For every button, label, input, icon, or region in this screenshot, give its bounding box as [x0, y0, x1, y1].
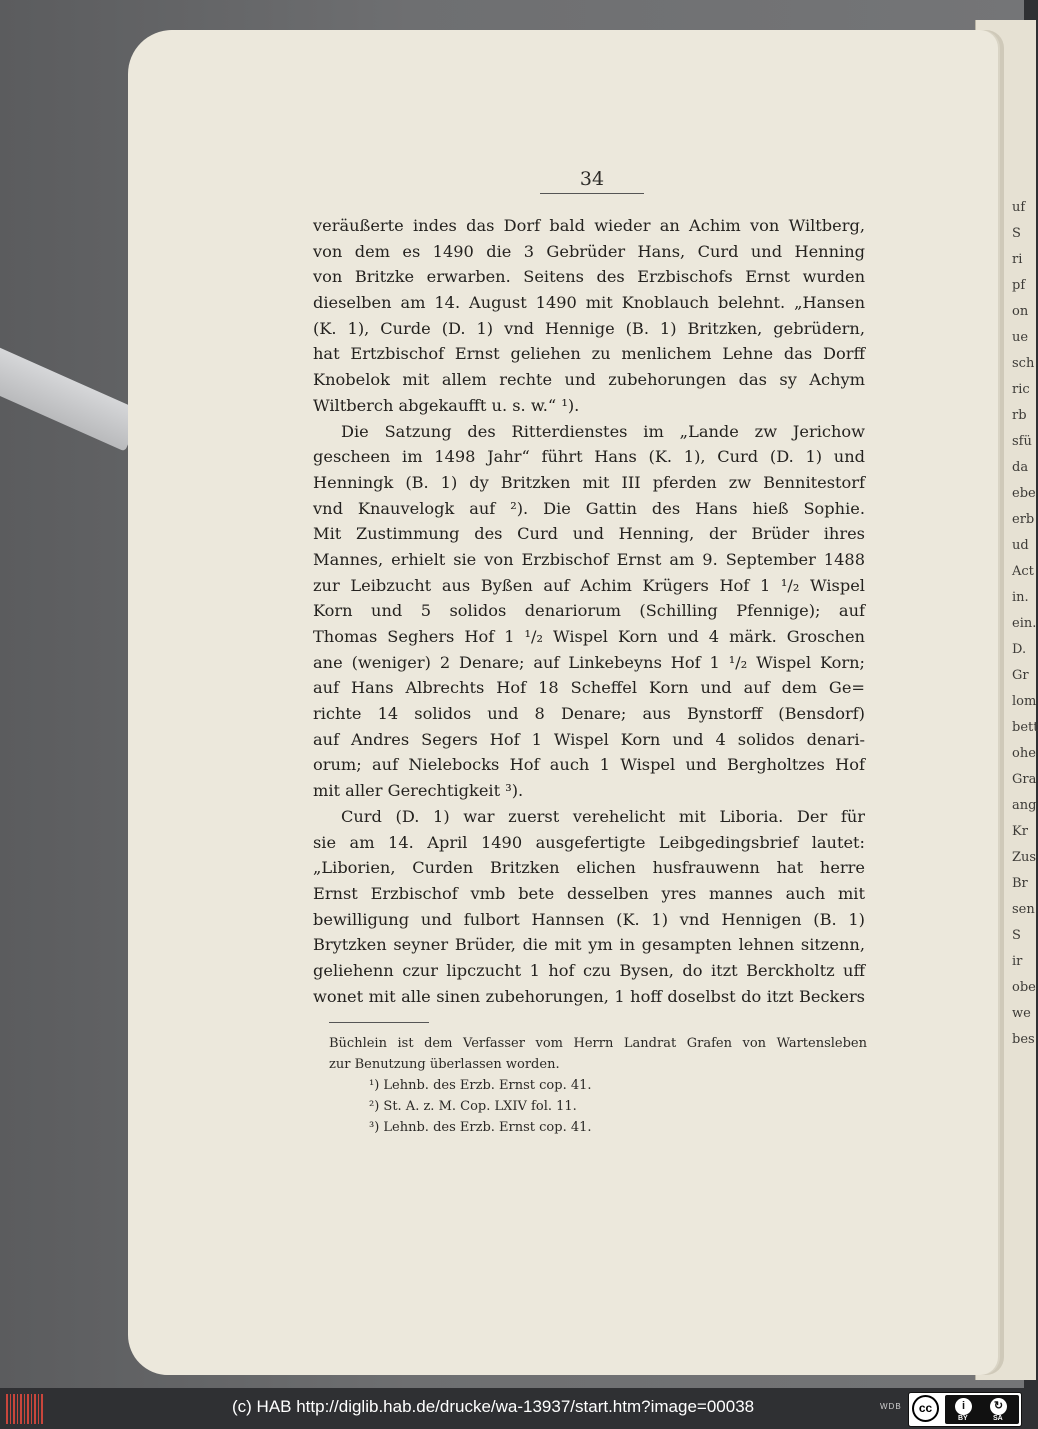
page-number-rule	[540, 193, 644, 194]
adjacent-fragment: ohe	[1012, 746, 1036, 761]
adjacent-fragment: ue	[1012, 330, 1029, 345]
footnote: ³) Lehnb. des Erzb. Ernst cop. 41.	[369, 1120, 592, 1135]
adjacent-fragment: ebe	[1012, 486, 1036, 501]
cc-icon: cc	[912, 1395, 939, 1422]
adjacent-fragment: uf	[1012, 200, 1026, 215]
text-line: mit aller Gerechtigkeit ³).	[313, 781, 524, 801]
adjacent-fragment: pf	[1012, 278, 1026, 293]
adjacent-fragment: Zus	[1012, 850, 1037, 865]
text-line: Ernst Erzbischof vmb bete desselben yres mannes auch mit	[313, 883, 865, 903]
text-line: richte 14 solidos und 8 Denare; aus Bynstorff (Bensdorf)	[313, 704, 865, 724]
text-line: Wiltberch abgekaufft u. s. w.“ ¹).	[313, 395, 580, 415]
adjacent-fragment: ir	[1012, 954, 1023, 969]
adjacent-fragment: Act	[1012, 564, 1034, 579]
text-line: von Britzke erwarben. Seitens des Erzbischofs Ernst wurden	[313, 267, 865, 287]
adjacent-fragment: S	[1012, 226, 1021, 241]
adjacent-fragment: da	[1012, 460, 1029, 475]
adjacent-fragment: ric	[1012, 382, 1030, 397]
bookmark-strip	[0, 330, 143, 452]
wdb-label: WDB	[880, 1402, 902, 1411]
copyright-link[interactable]: (c) HAB http://diglib.hab.de/drucke/wa-13937/start.htm?image=00038	[232, 1397, 755, 1416]
text-line: sie am 14. April 1490 ausgefertigte Leibgedingsbrief lautet:	[313, 832, 865, 852]
footnote: ¹) Lehnb. des Erzb. Ernst cop. 41.	[369, 1078, 592, 1093]
text-line: auf Andres Segers Hof 1 Wispel Korn und 4 solidos denari-	[313, 729, 865, 749]
adjacent-fragment: ein.	[1012, 616, 1037, 631]
adjacent-fragment: Gra	[1012, 772, 1037, 787]
adjacent-fragment: Br	[1012, 876, 1028, 891]
adjacent-fragment: in.	[1012, 590, 1029, 605]
share-alike-icon: ↻	[990, 1398, 1007, 1415]
text-line: Mannes, erhielt sie von Erzbischof Ernst am 9. September 1488	[313, 549, 865, 569]
adjacent-page-text	[1012, 195, 1038, 1053]
adjacent-fragment: bett	[1012, 720, 1038, 735]
adjacent-fragment: Gr	[1012, 668, 1029, 683]
adjacent-fragment: bes	[1012, 1032, 1035, 1047]
text-line: gescheen im 1498 Jahr“ führt Hans (K. 1), Curd (D. 1) und	[313, 447, 865, 467]
adjacent-fragment: lom	[1012, 694, 1037, 709]
adjacent-fragment: we	[1012, 1006, 1031, 1021]
text-line: dieselben am 14. August 1490 mit Knoblauch belehnt. „Hansen	[313, 293, 865, 313]
footnote: ²) St. A. z. M. Cop. LXIV fol. 11.	[369, 1099, 577, 1114]
text-line: bewilligung und fulbort Hannsen (K. 1) vnd Hennigen (B. 1)	[313, 909, 865, 929]
text-line: Knobelok mit allem rechte und zubehorungen das sy Achym	[313, 370, 865, 390]
sa-label: SA	[993, 1415, 1003, 1422]
library-logo-icon	[6, 1394, 44, 1424]
text-line: ane (weniger) 2 Denare; auf Linkebeyns Hof 1 ¹/₂ Wispel Korn;	[313, 652, 865, 672]
text-line: Henningk (B. 1) dy Britzken mit III pferden zw Bennitestorf	[313, 472, 865, 492]
note-line: Büchlein ist dem Verfasser vom Herrn Landrat Grafen von Wartensleben	[329, 1036, 867, 1051]
note-line: zur Benutzung überlassen worden.	[329, 1057, 560, 1072]
adjacent-fragment: ang	[1012, 798, 1037, 813]
text-line: zur Leibzucht aus Byßen auf Achim Krügers Hof 1 ¹/₂ Wispel	[313, 575, 865, 595]
text-line: Thomas Seghers Hof 1 ¹/₂ Wispel Korn und 4 märk. Groschen	[313, 627, 865, 646]
adjacent-fragment: rb	[1012, 408, 1027, 423]
adjacent-fragment: obe	[1012, 980, 1036, 995]
text-line: Brytzken seyner Brüder, die mit ym in gesampten lehnen sitzenn,	[313, 935, 865, 955]
text-line: Korn und 5 solidos denariorum (Schilling Pfennige); auf	[313, 601, 865, 621]
cc-badge-panel	[945, 1395, 1019, 1424]
footnotes	[329, 1033, 867, 1138]
cc-license-badge[interactable]	[908, 1392, 1022, 1427]
text-line: auf Hans Albrechts Hof 18 Scheffel Korn und auf dem Ge=	[313, 678, 865, 698]
text-line: vnd Knauvelogk auf ²). Die Gattin des Hans hieß Sophie.	[313, 498, 865, 518]
adjacent-fragment: ri	[1012, 252, 1023, 267]
attribution-icon: i	[955, 1398, 972, 1415]
viewer-footer	[0, 1388, 1024, 1429]
text-line: von dem es 1490 die 3 Gebrüder Hans, Curd und Henning	[313, 241, 865, 261]
text-line: Mit Zustimmung des Curd und Henning, der Brüder ihres	[313, 524, 865, 544]
text-line: Curd (D. 1) war zuerst verehelicht mit Liboria. Der für	[341, 806, 865, 826]
text-line: geliehenn czur lipczucht 1 hof czu Bysen, do itzt Berckholtz uff	[313, 960, 865, 980]
text-line: (K. 1), Curde (D. 1) vnd Hennige (B. 1) Britzken, gebrüdern,	[313, 318, 865, 338]
text-line: Die Satzung des Ritterdienstes im „Lande zw Jerichow	[341, 421, 865, 441]
adjacent-fragment: erb	[1012, 512, 1035, 527]
page-number: 34	[579, 168, 605, 190]
text-line: „Liborien, Curden Britzken elichen husfrauwenn hat herre	[313, 858, 865, 878]
text-line: hat Ertzbischof Ernst geliehen zu menlichem Lehne das Dorff	[313, 344, 865, 364]
text-line: veräußerte indes das Dorf bald wieder an Achim von Wiltberg,	[313, 216, 865, 235]
adjacent-fragment: D.	[1012, 642, 1027, 657]
adjacent-fragment: sen	[1012, 902, 1035, 917]
footnote-separator	[329, 1022, 429, 1023]
adjacent-fragment: ud	[1012, 538, 1029, 553]
adjacent-fragment: sfü	[1012, 434, 1032, 449]
adjacent-fragment: Kr	[1012, 824, 1028, 839]
by-label: BY	[958, 1415, 968, 1422]
body-text	[313, 213, 865, 1009]
adjacent-fragment: S	[1012, 928, 1021, 943]
text-line: wonet mit alle sinen zubehorungen, 1 hoff doselbst do itzt Beckers	[313, 986, 865, 1006]
adjacent-fragment: sch	[1012, 356, 1035, 371]
text-line: orum; auf Nielebocks Hof auch 1 Wispel und Bergholtzes Hof	[313, 755, 865, 775]
adjacent-fragment: on	[1012, 304, 1029, 319]
